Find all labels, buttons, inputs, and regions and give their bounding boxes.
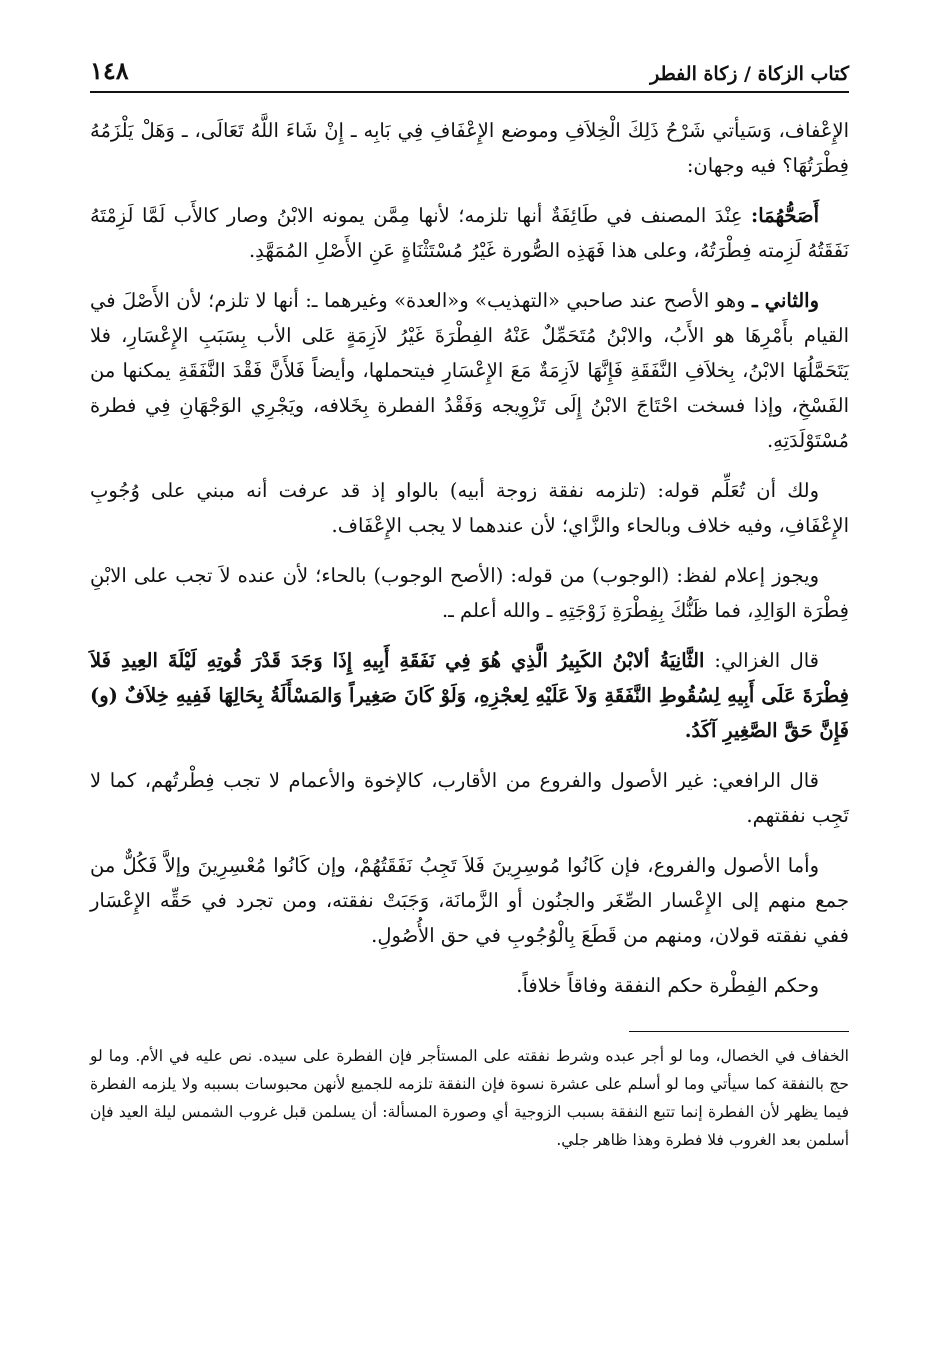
footnote-divider [629, 1031, 849, 1032]
footnote-text: الخفاف في الخصال، وما لو أجر عبده وشرط نفقته على المستأجر فإن الفطرة على سيده. نص عليه في الأم. وما لو حج بالنفقة كما سيأتي وما لو أسلم على عشرة نسوة فإن النفقة تلزمه للجميع لأنهن محبوسات بسببه ولا يلزمه الفطرة فيما يظهر لأن الفطرة إنما تتبع النفقة بسبب الزوجية أي وصورة المسألة: أن يسلمن قبل غروب الشمس ليلة العيد فإن أسلمن بعد الغروب فلا فطرة وهذا ظاهر جلي. [90, 1047, 849, 1149]
paragraph-7 [90, 763, 849, 833]
paragraph-5 [90, 558, 849, 628]
paragraph-1 [90, 113, 849, 183]
quoted-text: الثَّانِيَةُ ألابْنُ الكَبِيرُ الَّذِي هُوَ فِي نَفَقَةِ أَبِيهِ إِذَا وَجَدَ قَدْرَ قُوتِهِ لَيْلَةَ العِيدِ فَلاَ فِطْرَةَ عَلَى أَبِيهِ لِسُقُوطِ النَّفَقَةِ وَلاَ عَلَيْهِ لِعجْزِهِ، وَلَوْ كَانَ صَغِيراً وَالمَسْأَلَةُ بِحَالِهَا فَفِيهِ خِلاَفٌ (و) فَإِنَّ حَقَّ الصَّغِيرِ آكَدُ. [90, 649, 849, 742]
paragraph-text: وحكم الفِطْرة حكم النفقة وفاقاً خلافاً. [516, 974, 819, 997]
footnote [90, 1042, 849, 1154]
paragraph-lead: والثاني ـ [751, 289, 819, 312]
page-number: ١٤٨ [90, 56, 129, 85]
paragraph-text: الإِعْفاف، وَسَيأتي شَرْحُ ذَلِكَ الْخِلاَفِ وموضع الإِعْفَافِ فِي بَابِه ـ إِنْ شَاءَ اللَّهُ تَعَالَى، ـ وَهَلْ يَلْزَمُهُ فِطْرَتُهَا؟ فيه وجهان: [90, 119, 849, 177]
paragraph-lead: قال الغزالي: [714, 649, 819, 672]
paragraph-text: قال الرافعي: غير الأصول والفروع من الأقارب، كالإخوة والأعمام لا تجب فِطْرتُهم، كما لا تَجِب نفقتهم. [90, 769, 849, 827]
main-text [90, 113, 849, 1003]
book-page [90, 45, 849, 1320]
paragraph-text: وأما الأصول والفروع، فإن كَانُوا مُوسِرِينَ فَلاَ تَجِبُ نَفَقَتُهُمْ، وإن كَانُوا مُعْسِرِينَ وإلاَّ فَكُلٌّ من جمع منهم إلى الإِعْسار الصِّغَر والجنُون أو الزَّمانَة، وَجَبَتْ نفقته، ومن تجرد في حَقِّه الإِعْسَار ففي نفقته قولان، ومنهم من قَطَعَ بِالْوُجُوبِ في حق الأُصُولِ. [90, 854, 849, 947]
paragraph-3 [90, 283, 849, 458]
paragraph-9 [90, 968, 849, 1003]
paragraph-text: ولك أن تُعَلِّم قوله: (تلزمه نفقة زوجة أبيه) بالواو إذ قد عرفت أنه مبني على وُجُوبِ الإِعْفَافِ، وفيه خلاف وبالحاء والزَّاي؛ لأن عندهما لا يجب الإِعْفَاف. [90, 479, 849, 537]
paragraph-8 [90, 848, 849, 953]
running-title: كتاب الزكاة / زكاة الفطر [650, 63, 849, 85]
paragraph-text: وهو الأصح عند صاحبي «التهذيب» و«العدة» وغيرهما ـ: أنها لا تلزم؛ لأن الأَصْلَ في القيام بأَمْرِهَا هو الأَبُ، والابْنُ مُتَحَمِّلٌ عَنْهُ الفِطْرَةَ غَيْرُ لاَزِمَةٍ عَلى الأب بِسَبَبِ الإِعْسَارِ، فلا يَتَحَمَّلُهَا الابْنُ، بِخلاَفِ النَّفَقَةِ فَإِنَّهَا لاَزِمَةٌ مَعَ الإِعْسَارِ فيتحملها، وأيضاً فَلأَنَّ فَقْدَ النَّفَقَةِ يمكنها من الفَسْخِ، وإذا فسخت احْتَاجَ الابْنُ إِلَى تَزْوِيجه وَفَقْدُ الفطرة بِخَلافه، ويَجْرِي الوَجْهَانِ فِي فطرة مُسْتَوْلَدَتِهِ. [90, 289, 849, 452]
paragraph-6 [90, 643, 849, 748]
paragraph-lead: أَصَحُّهُمَا: [751, 204, 819, 227]
paragraph-text: عِنْدَ المصنف في طَائِفَةٌ أنها تلزمه؛ لأنها مِمَّن يمونه الابْنُ وصار كالأَب لَمَّا لَزِمْتَهُ نَفَقَتُهُ لَزِمته فِطْرَتُهُ، وعلى هذا فَهَذِه الصُّورة غَيْرُ مُسْتَثْنَاةٍ عَنِ الأَصْلِ المُمَهَّدِ. [90, 204, 849, 262]
page-header [90, 45, 849, 93]
paragraph-text: ويجوز إعلام لفظ: (الوجوب) من قوله: (الأصح الوجوب) بالحاء؛ لأن عنده لاَ تجب على الابْنِ فِطْرَة الوَالِدِ، فما ظَنُّكَ بِفِطْرَةِ زَوْجَتِهِ ـ والله أعلم ـ. [90, 564, 849, 622]
paragraph-2 [90, 198, 849, 268]
paragraph-4 [90, 473, 849, 543]
